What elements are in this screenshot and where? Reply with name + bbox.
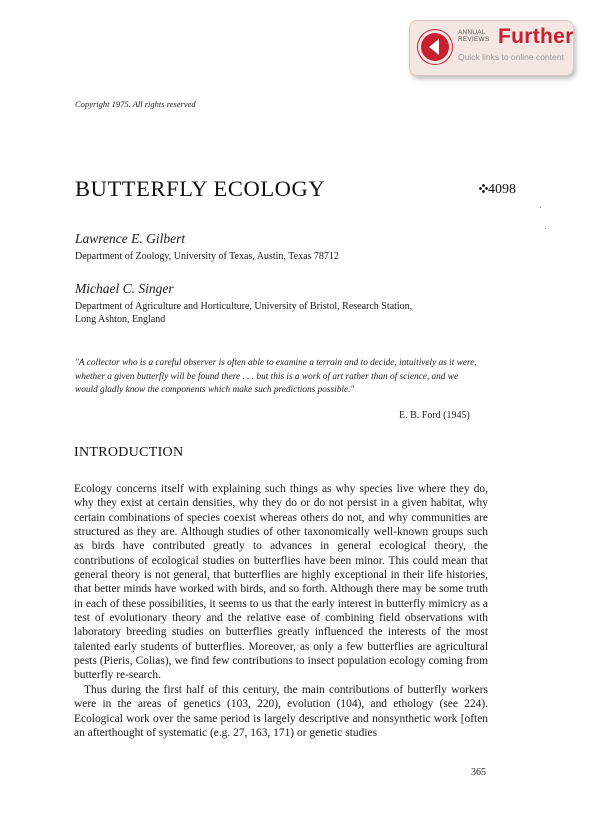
author-affiliation: [75, 300, 412, 326]
badge-line-reviews: REVIEWS: [458, 36, 490, 43]
author-affiliation: [75, 250, 339, 263]
paragraph: Thus during the first half of this century, the main contributions of butterfly workers were in the areas of genetics (103, 220), evolution (104), and ethology (see 224). Ecological work over the same period is largely descriptive and nonsynthetic work [often an afterthought of systematic (e.g. 27, 163, 171) or genetic studies: [74, 683, 488, 739]
epigraph-quote: "A collector who is a careful observer is often able to examine a terrain and to decide, intuitively as it were, whether a given butterfly will be found there . . . but this is a work of art rather than of science, and we would gladly know the components which make such predictions possible.": [75, 358, 477, 395]
epigraph-attribution: E. B. Ford (1945): [399, 410, 470, 421]
scan-speck: [545, 228, 546, 229]
affiliation-line: Department of Zoology, University of Texas, Austin, Texas 78712: [75, 251, 339, 262]
badge-subtitle: Quick links to online content: [458, 52, 564, 62]
article-title: BUTTERFLY ECOLOGY: [75, 176, 326, 201]
author-name: Lawrence E. Gilbert: [75, 231, 186, 246]
page-number: 365: [471, 767, 486, 778]
scan-speck: [540, 207, 541, 208]
copyright-notice: Copyright 1975. All rights reserved: [75, 99, 196, 109]
badge-publisher-label: [458, 29, 498, 43]
article-number: [479, 182, 516, 198]
body-text: [74, 482, 488, 740]
section-heading: INTRODUCTION: [74, 445, 184, 460]
affiliation-line: Department of Agriculture and Horticulture, University of Bristol, Research Station,: [75, 301, 413, 312]
badge-line-annual: ANNUAL: [458, 29, 486, 36]
badge-brand: Further: [498, 25, 574, 48]
annual-reviews-further-badge[interactable]: [409, 20, 574, 76]
diamond-dot-icon: [479, 182, 488, 197]
article-number-value: 4098: [488, 182, 516, 197]
paragraph: Ecology concerns itself with explaining such things as why species live where they do, why they exist at certain densities, why they do or do not persist in a given habitat, why certain combinations of species coexist whereas others do not, and why communities are structured as they are. Although studies of other taxonomically well-known groups such as birds have contributed greatly to advances in general ecological theory, the contributions of ecological studies on butterflies have been minor. This could mean that general theory is not general, that butterflies are highly exceptional in their life histories, that better minds have worked with birds, and so forth. Although there may be some truth in each of these possibilities, it seems to us that the early interest in butterfly mimicry as a test of evolutionary theory and the relative ease of combining field observations with laboratory breeding studies on butterflies greatly influenced the interests of the most talented early students of butterflies. Moreover, as only a few butterflies are agricultural pests (Pieris, Colias), we find few contributions to insect population ecology coming from butterfly re-search.: [74, 483, 488, 682]
back-arrow-circle-icon: [418, 30, 452, 64]
affiliation-line: Long Ashton, England: [75, 314, 166, 325]
author-name: Michael C. Singer: [75, 281, 174, 296]
